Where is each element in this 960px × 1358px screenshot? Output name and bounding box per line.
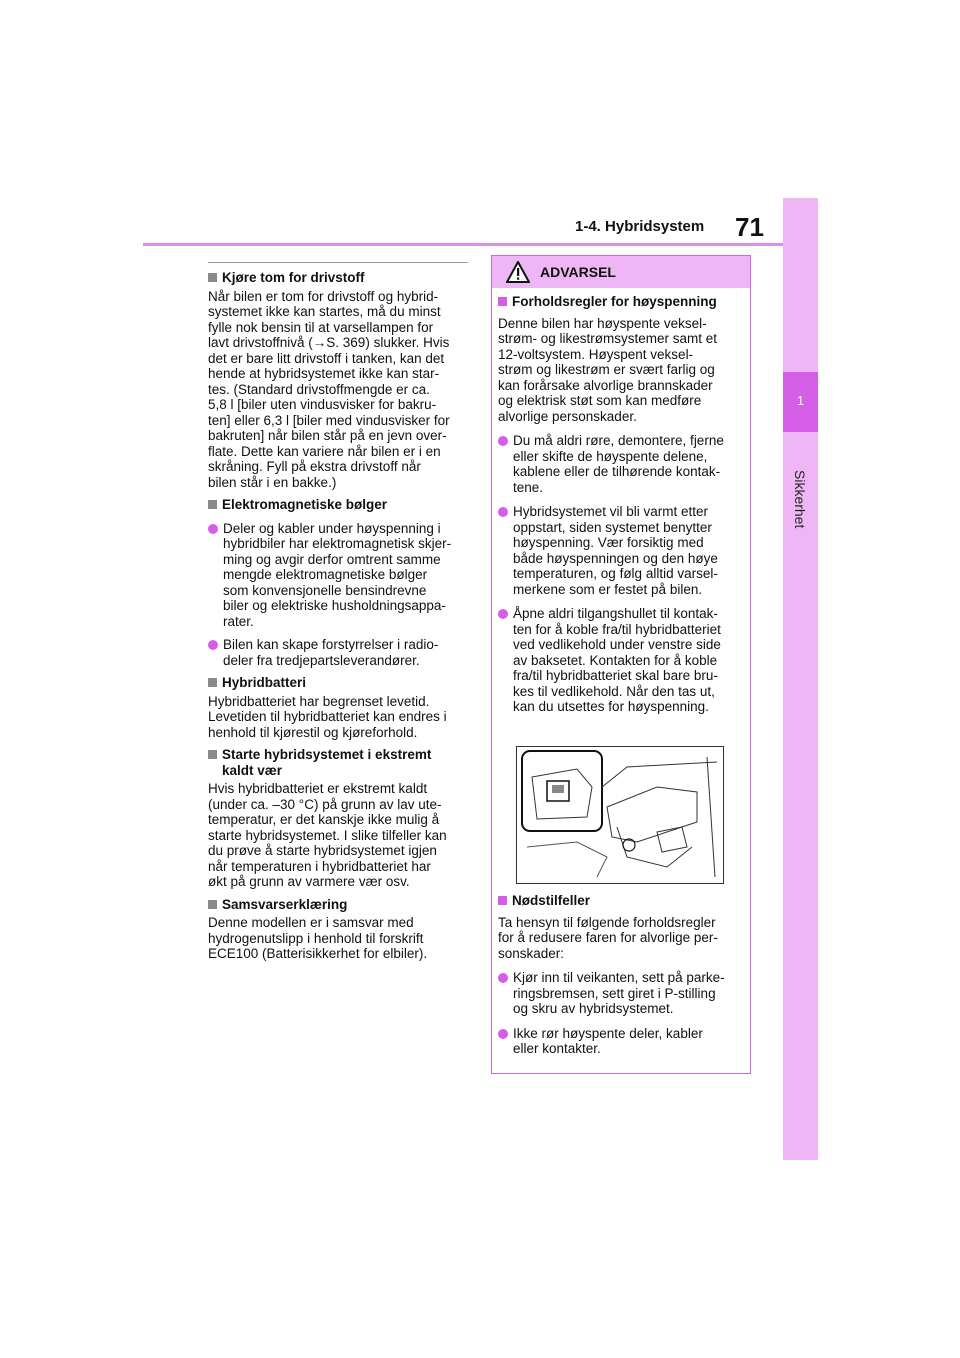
list-item: Deler og kabler under høyspenning i hybridbiler har elektromagnetisk skjer- ming og avgir derfor omtrent samme mengde elektromagnetiske bølger som konvensjonelle bensindrevne biler og elektriske husholdningsappa- rater. [208, 521, 468, 630]
bullet-dot-icon [498, 507, 508, 517]
section-heading: Kjøre tom for drivstoff [208, 270, 468, 286]
bullet-dot-icon [208, 524, 218, 534]
warning-content-emergency [498, 893, 742, 1057]
section-heading: Forholdsregler for høyspenning [498, 294, 742, 310]
section-cold-start [208, 747, 468, 890]
square-bullet-icon [208, 500, 217, 509]
section-fuel [208, 270, 468, 490]
warning-box [491, 255, 751, 1074]
left-column [208, 266, 468, 962]
page-number: 71 [735, 212, 764, 242]
section-body: Hybridbatteriet har begrenset levetid. Levetiden til hybridbatteriet kan endres i henhold til kjørestil og kjøreforhold. [208, 693, 447, 740]
square-bullet-icon [208, 678, 217, 687]
seat-illustration-icon [517, 747, 723, 883]
square-bullet-icon [498, 896, 507, 905]
column-divider [208, 262, 468, 263]
section-heading: Starte hybridsystemet i ekstremt kaldt vær [208, 747, 468, 778]
square-bullet-icon [208, 273, 217, 282]
list-item: Hybridsystemet vil bli varmt etter oppstart, siden systemet benytter høyspenning. Vær forsiktig med både høyspenningen og den høye temperaturen, og følg alltid varsel- merkene som er festet på bilen. [498, 504, 742, 597]
section-heading: Hybridbatteri [208, 675, 468, 691]
square-bullet-icon [498, 297, 507, 306]
bullet-dot-icon [498, 973, 508, 983]
header-divider [143, 243, 783, 246]
section-body: Denne modellen er i samsvar med hydrogenutslipp i henhold til forskrift ECE100 (Batterisikkerhet for elbiler). [208, 915, 428, 961]
section-conformity [208, 897, 468, 962]
bullet-dot-icon [498, 1029, 508, 1039]
section-heading: Elektromagnetiske bølger [208, 497, 468, 513]
section-heading: Samsvarserklæring [208, 897, 468, 913]
section-body: Når bilen er tom for drivstoff og hybrid- systemet ikke kan startes, må du minst fylle nok bensin til at varsellampen for lavt drivstoffnivå (→S. 369) slukker. Hvis det er bare litt drivstoff i tanken, kan det hende at hybridsystemet ikke kan star- tes. (Standard drivstoffmengde er ca. 5,8 l [biler uten vindusvisker for bakru- ten] eller 6,3 l [biler med vindusvisker for bakruten] når bilen står på en jevn over- flate. Dette kan variere når bilen er i en skråning. Fyll på ekstra drivstoff når bilen står i en bakke.) [208, 288, 450, 490]
square-bullet-icon [208, 750, 217, 759]
warning-title: ADVARSEL [540, 264, 616, 280]
chapter-side-tab [783, 198, 818, 1160]
warning-triangle-icon [506, 261, 530, 283]
section-body: Ta hensyn til følgende forholdsregler for å redusere faren for alvorlige per- sonskader: [498, 914, 718, 961]
section-title: 1-4. Hybridsystem [575, 218, 705, 235]
chapter-label: Sikkerhet [792, 470, 808, 529]
section-em-waves [208, 497, 468, 668]
list-item: Bilen kan skape forstyrrelser i radio- deler fra tredjepartsleverandører. [208, 637, 468, 668]
section-hybrid-battery [208, 675, 468, 740]
section-body: Hvis hybridbatteriet er ekstremt kaldt (under ca. –30 °C) på grunn av lav ute- temperatur, er det kanskje ikke mulig å starte hybridsystemet. I slike tilfeller kan du prøve å starte hybridsystemet igjen når temperaturen i hybridbatteriet har økt på grunn av varmere vær osv. [208, 781, 447, 889]
warning-content [498, 294, 742, 715]
list-item: Du må aldri røre, demontere, fjerne eller skifte de høyspente delene, kablene eller de tilhørende kontak- tene. [498, 433, 742, 495]
list-item: Ikke rør høyspente deler, kabler eller kontakter. [498, 1026, 742, 1057]
section-body: Denne bilen har høyspente veksel- strøm- og likestrømsystemer samt et 12-voltsystem. Høyspent veksel- strøm og likestrøm er svært farlig og kan forårsake alvorlige brannskader og elektrisk støt som kan medføre alvorlige personskader. [498, 315, 718, 424]
bullet-dot-icon [498, 436, 508, 446]
list-item: Åpne aldri tilgangshullet til kontak- ten for å koble fra/til hybridbatteriet ved vedlikehold under venstre side av baksetet. Kontakten for å koble fra/til hybridbatteriet skal bare bru- kes til vedlikehold. Når den tas ut, kan du utsettes for høyspenning. [498, 606, 742, 715]
section-heading: Nødstilfeller [498, 893, 742, 909]
bullet-dot-icon [208, 640, 218, 650]
square-bullet-icon [208, 900, 217, 909]
rear-seat-connector-illustration [516, 746, 724, 884]
list-item: Kjør inn til veikanten, sett på parke- ringsbremsen, sett giret i P-stilling og skru av hybridsystemet. [498, 970, 742, 1017]
warning-header [492, 256, 750, 288]
chapter-number: 1 [796, 393, 805, 408]
bullet-dot-icon [498, 609, 508, 619]
